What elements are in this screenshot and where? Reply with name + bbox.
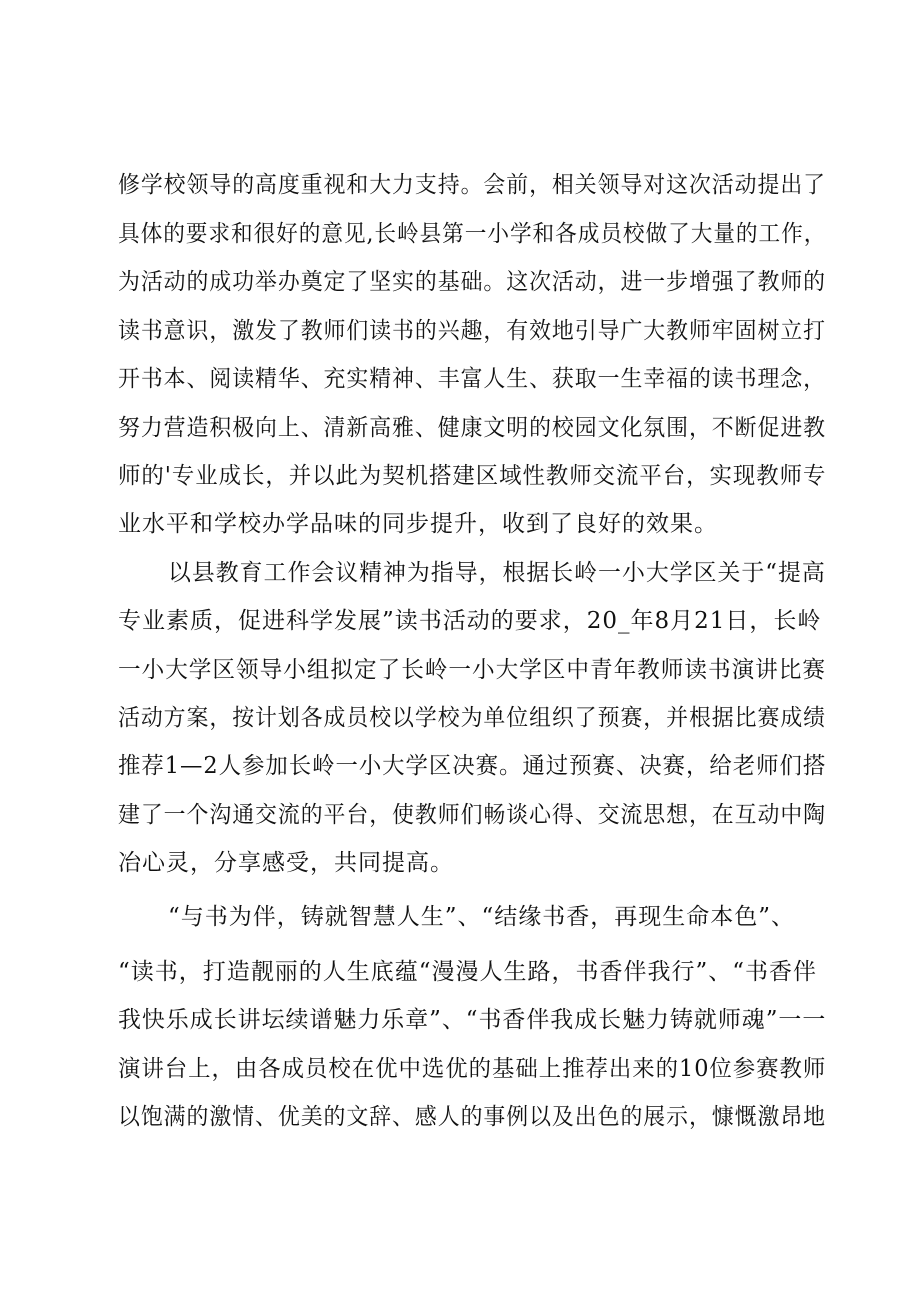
text-line: 开书本、阅读精华、充实精神、丰富人生、获取一生幸福的读书理念， xyxy=(118,366,826,392)
text-line: “读书，打造靓丽的人生底蕴“漫漫人生路，书香伴我行”、“书香伴 xyxy=(118,959,818,985)
paragraph-first-line: 以县教育工作会议精神为指导，根据长岭一小大学区关于“提高 xyxy=(168,560,826,586)
text-line: 以饱满的激情、优美的文辞、感人的事例以及出色的展示，慷慨激昂地 xyxy=(118,1104,826,1130)
text-line: 读书意识，激发了教师们读书的兴趣，有效地引导广大教师牢固树立打 xyxy=(118,318,826,344)
text-line: 专业素质，促进科学发展”读书活动的要求，20_年8月21日，长岭 xyxy=(118,608,822,634)
text-line: 师的'专业成长，并以此为契机搭建区域性教师交流平台，实现教师专 xyxy=(118,463,827,489)
text-line: 演讲台上，由各成员校在优中选优的基础上推荐出来的10位参赛教师 xyxy=(118,1056,827,1082)
text-line: 活动方案，按计划各成员校以学校为单位组织了预赛，并根据比赛成绩 xyxy=(118,705,826,731)
paragraph-first-line: “与书为伴，铸就智慧人生”、“结缘书香，再现生命本色”、 xyxy=(168,904,796,930)
text-line: 为活动的成功举办奠定了坚实的基础。这次活动，进一步增强了教师的 xyxy=(118,269,826,295)
text-line: 修学校领导的高度重视和大力支持。会前，相关领导对这次活动提出了 xyxy=(118,172,826,198)
text-line: 我快乐成长讲坛续谱魅力乐章”、“书香伴我成长魅力铸就师魂”一一 xyxy=(118,1007,827,1033)
text-line: 推荐1—2人参加长岭一小大学区决赛。通过预赛、决赛，给老师们搭 xyxy=(118,753,827,779)
text-line: 建了一个沟通交流的平台，使教师们畅谈心得、交流思想，在互动中陶 xyxy=(118,802,826,828)
text-line: 一小大学区领导小组拟定了长岭一小大学区中青年教师读书演讲比赛 xyxy=(118,657,826,683)
text-line: 具体的要求和很好的意见,长岭县第一小学和各成员校做了大量的工作， xyxy=(118,221,827,247)
text-line: 冶心灵，分享感受，共同提高。 xyxy=(118,850,454,876)
text-line: 业水平和学校办学品味的同步提升，收到了良好的效果。 xyxy=(118,511,718,537)
text-line: 努力营造积极向上、清新高雅、健康文明的校园文化氛围，不断促进教 xyxy=(118,415,826,441)
